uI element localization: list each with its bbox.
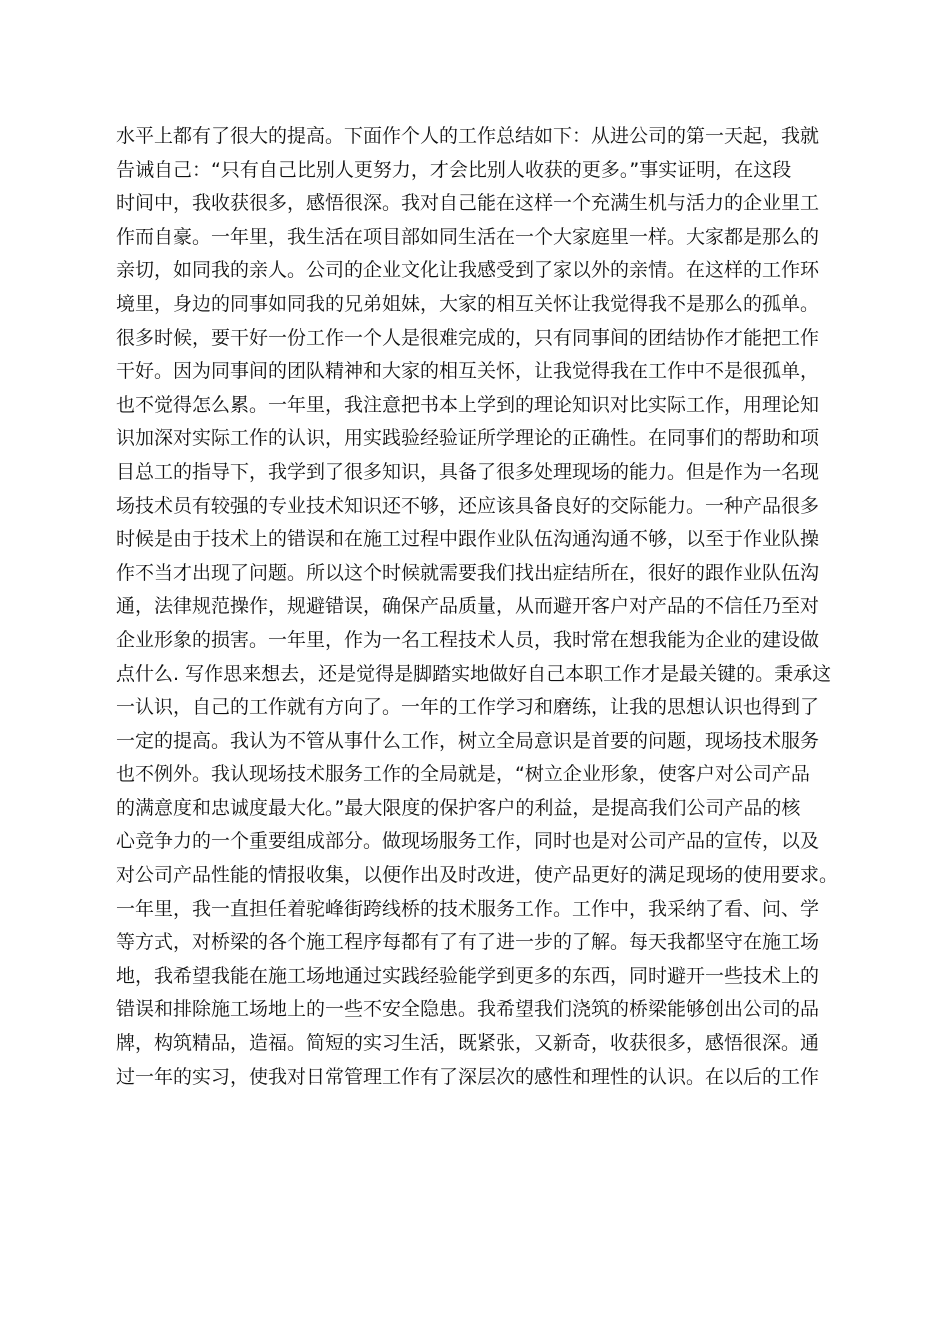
text-line: 干好。因为同事间的团队精神和大家的相互关怀，让我觉得我在工作中不是很孤单，: [116, 360, 820, 383]
body-text: [116, 120, 856, 1094]
text-line: 告诫自己：“只有自己比别人更努力，才会比别人收获的更多。”事实证明，在这段: [116, 158, 792, 181]
text-line: 点什么. 写作思来想去，还是觉得是脚踏实地做好自己本职工作才是最关键的。秉承这: [116, 662, 832, 685]
text-line: 水平上都有了很大的提高。下面作个人的工作总结如下：从进公司的第一天起，我就: [116, 125, 820, 147]
text-line: 对公司产品性能的情报收集，以便作出及时改进，使产品更好的满足现场的使用要求。: [116, 864, 839, 887]
text-line: 境里，身边的同事如同我的兄弟姐妹，大家的相互关怀让我觉得我不是那么的孤单。: [116, 292, 820, 315]
text-line: 的满意度和忠诚度最大化。”最大限度的保护客户的利益，是提高我们公司产品的核: [116, 796, 801, 819]
text-line: 过一年的实习，使我对日常管理工作有了深层次的感性和理性的认识。在以后的工作: [116, 1065, 820, 1088]
text-line: 很多时候，要干好一份工作一个人是很难完成的，只有同事间的团结协作才能把工作: [116, 326, 820, 349]
text-line: 地，我希望我能在施工场地通过实践经验能学到更多的东西，同时避开一些技术上的: [116, 964, 820, 987]
text-line: 目总工的指导下，我学到了很多知识，具备了很多处理现场的能力。但是作为一名现: [116, 460, 820, 483]
text-line: 时候是由于技术上的错误和在施工过程中跟作业队伍沟通沟通不够，以至于作业队操: [116, 528, 820, 551]
text-line: 作而自豪。一年里，我生活在项目部如同生活在一个大家庭里一样。大家都是那么的: [116, 225, 820, 248]
text-line: 牌，构筑精品，造福。简短的实习生活，既紧张，又新奇，收获很多，感悟很深。通: [116, 1032, 820, 1055]
text-line: 错误和排除施工场地上的一些不安全隐患。我希望我们浇筑的桥梁能够创出公司的品: [116, 998, 820, 1021]
text-line: 也不例外。我认现场技术服务工作的全局就是，“树立企业形象，使客户对公司产品: [116, 763, 810, 786]
text-line: 通，法律规范操作，规避错误，确保产品质量，从而避开客户对产品的不信任乃至对: [116, 595, 820, 618]
text-line: 作不当才出现了问题。所以这个时候就需要我们找出症结所在，很好的跟作业队伍沟: [116, 561, 820, 584]
text-line: 等方式，对桥梁的各个施工程序每都有了有了进一步的了解。每天我都坚守在施工场: [116, 931, 820, 954]
text-line: 场技术员有较强的专业技术知识还不够，还应该具备良好的交际能力。一种产品很多: [116, 494, 820, 517]
text-line: 心竞争力的一个重要组成部分。做现场服务工作，同时也是对公司产品的宣传，以及: [116, 830, 820, 853]
text-line: 时间中，我收获很多，感悟很深。我对自己能在这样一个充满生机与活力的企业里工: [116, 192, 820, 215]
text-line: 一认识，自己的工作就有方向了。一年的工作学习和磨练，让我的思想认识也得到了: [116, 696, 820, 719]
text-line: 企业形象的损害。一年里，作为一名工程技术人员，我时常在想我能为企业的建设做: [116, 628, 820, 651]
text-line: 识加深对实际工作的认识，用实践验经验证所学理论的正确性。在同事们的帮助和项: [116, 427, 820, 450]
text-line: 亲切，如同我的亲人。公司的企业文化让我感受到了家以外的亲情。在这样的工作环: [116, 259, 820, 282]
text-line: 一年里，我一直担任着驼峰街跨线桥的技术服务工作。工作中，我采纳了看、问、学: [116, 897, 820, 920]
text-line: 也不觉得怎么累。一年里，我注意把书本上学到的理论知识对比实际工作，用理论知: [116, 393, 820, 416]
text-line: 一定的提高。我认为不管从事什么工作，树立全局意识是首要的问题，现场技术服务: [116, 729, 820, 752]
